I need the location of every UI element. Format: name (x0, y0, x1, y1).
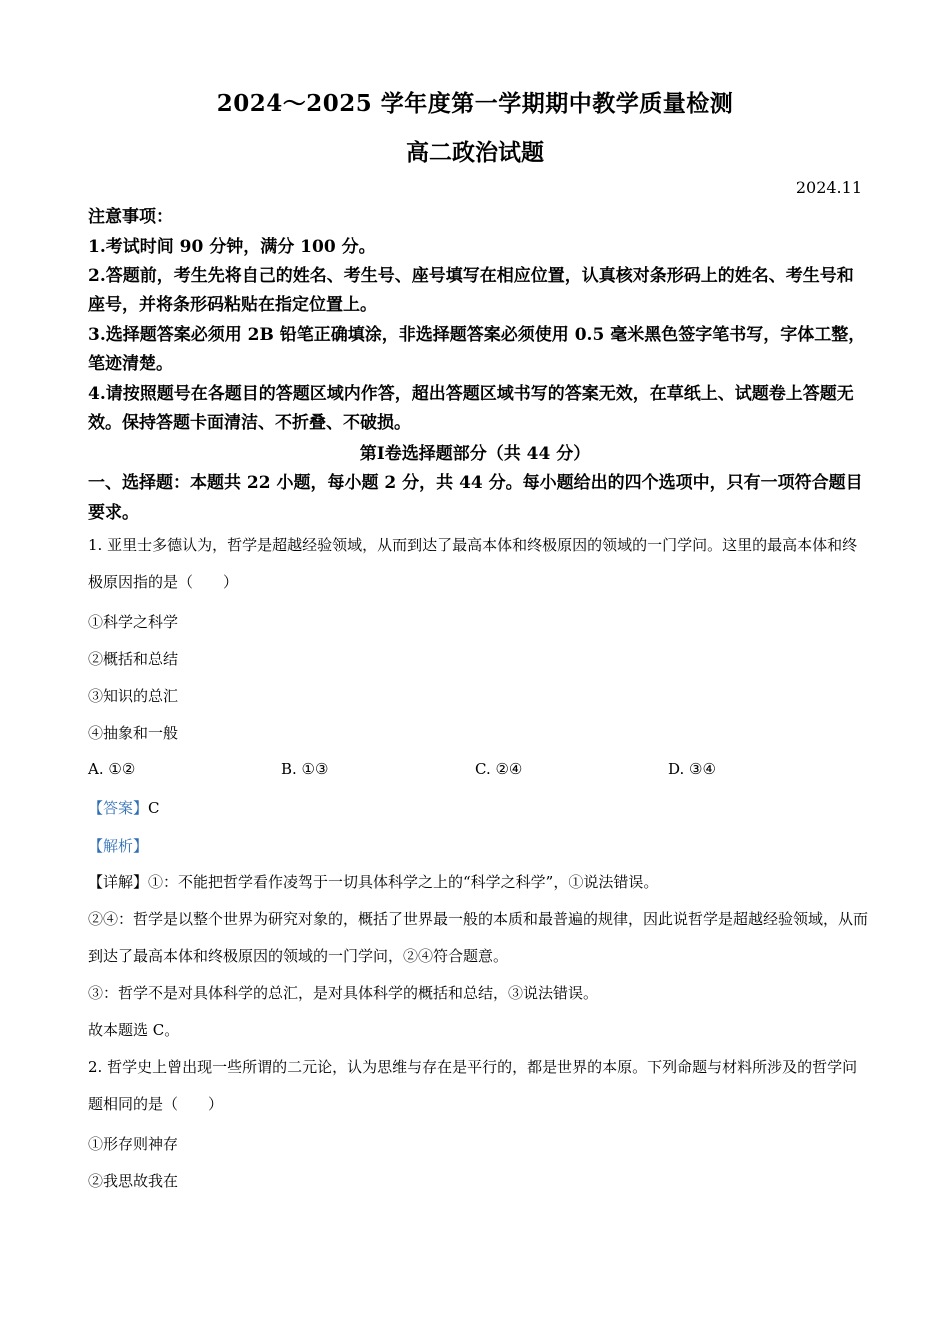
notice-item-3: 3.选择题答案必须用 2B 铅笔正确填涂，非选择题答案必须使用 0.5 毫米黑色签字笔书写，字体工整，笔迹清楚。 (88, 325, 866, 374)
question-1-option-3: ③知识的总汇 (88, 687, 179, 705)
exam-date: 2024.11 (795, 178, 862, 197)
question-1-option-4: ④抽象和一般 (88, 724, 179, 742)
question-1-option-1: ①科学之科学 (88, 613, 179, 631)
answer-value: C (148, 799, 160, 817)
exam-title: 2024～2025 学年度第一学期期中教学质量检测 (216, 90, 734, 117)
question-2-option-2: ②我思故我在 (88, 1172, 179, 1190)
question-1-detail-1 (88, 864, 868, 901)
detail-text-1: ①：不能把哲学看作凌驾于一切具体科学之上的“科学之科学”，①说法错误。 (148, 873, 659, 891)
question-1-choice-b: B. ①③ (281, 760, 329, 778)
part-one-instructions: 一、选择题：本题共 22 小题，每小题 2 分，共 44 分。每小题给出的四个选项中，只有一项符合题目要求。 (88, 473, 863, 523)
question-1-choice-a: A. ①② (88, 760, 136, 778)
exam-subtitle: 高二政治试题 (406, 139, 544, 166)
question-1-detail-2: ②④：哲学是以整个世界为研究对象的，概括了世界最一般的本质和最普遍的规律，因此说哲学是超越经验领域，从而到达了最高本体和终极原因的领域的一门学问，②④符合题意。 (88, 910, 869, 965)
question-1-stem: 1. 亚里士多德认为，哲学是超越经验领域，从而到达了最高本体和终极原因的领域的一门学问。这里的最高本体和终极原因指的是（ ） (88, 536, 858, 591)
analysis-label: 【解析】 (88, 837, 149, 855)
question-2-option-1: ①形存则神存 (88, 1135, 179, 1153)
question-2-stem: 2. 哲学史上曾出现一些所谓的二元论，认为思维与存在是平行的，都是世界的本原。下列命题与材料所涉及的哲学问题相同的是（ ） (88, 1058, 858, 1113)
detail-label: 【详解】 (88, 873, 149, 891)
question-1-conclusion: 故本题选 C。 (88, 1021, 180, 1039)
notice-item-4: 4.请按照题号在各题目的答题区域内作答，超出答题区域书写的答案无效，在草纸上、试题卷上答题无效。保持答题卡面清洁、不折叠、不破损。 (88, 384, 854, 433)
question-1-choice-d: D. ③④ (668, 760, 716, 778)
section-heading: 第Ⅰ卷选择题部分（共 44 分） (359, 444, 591, 464)
question-1-choice-c: C. ②④ (475, 760, 523, 778)
question-1-detail-3: ③：哲学不是对具体科学的总汇，是对具体科学的概括和总结，③说法错误。 (88, 984, 599, 1002)
notice-item-2: 2.答题前，考生先将自己的姓名、考生号、座号填写在相应位置，认真核对条形码上的姓名、考生号和座号，并将条形码粘贴在指定位置上。 (88, 266, 854, 315)
notice-heading: 注意事项： (88, 207, 173, 227)
answer-label: 【答案】 (88, 799, 149, 817)
question-1-option-2: ②概括和总结 (88, 650, 179, 668)
notice-item-1: 1.考试时间 90 分钟，满分 100 分。 (88, 237, 376, 257)
question-1-answer (88, 797, 160, 818)
